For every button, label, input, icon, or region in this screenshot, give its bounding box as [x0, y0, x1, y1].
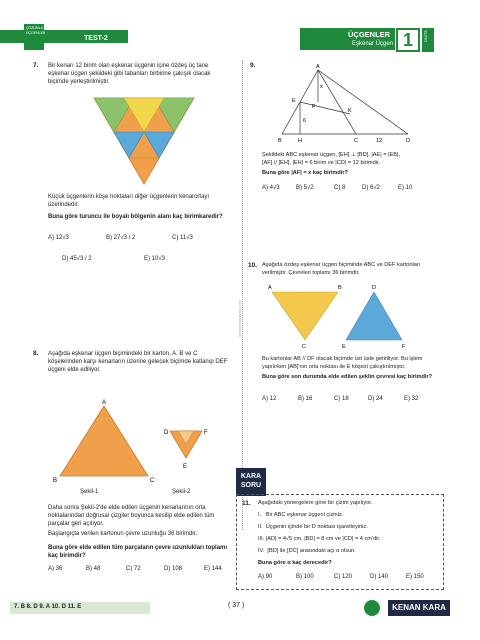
q10-p1: Bu kartonlar AB // DF olacak biçimde üst üste getiriliyor. Bu işlem yapılırken [AB]'nın orta noktası ile E köşesi çakıştırılmıştır. — [262, 356, 423, 370]
q8-question: Buna göre elde edilen tüm parçaların çevre uzunlukları toplamı kaç birimdir? — [48, 545, 228, 559]
q9-label-12: 12 — [376, 138, 383, 144]
q7-option-a[interactable]: A) 12√3 — [48, 235, 69, 241]
q11-step-2: II. Üçgenin içinde bir D noktası işaretleyiniz. — [258, 524, 368, 530]
q11-step-3: III. |AD| = 4√5 cm, |BD| = 8 cm ve |CD| = 4 cm'dir. — [258, 536, 381, 542]
q7-text: Bir kenarı 12 birim olan eşkenar üçgenin içine özdeş üç tane eşkenar üçgen şekildeki gibi tabanları birbirine çakışık olacak biçimde yerleştirilmiştir. — [48, 63, 211, 85]
q9-label-a: A — [316, 64, 320, 70]
q9-label-x: x — [320, 84, 323, 90]
q9-label-e: E — [292, 98, 296, 104]
q8-label-d: D — [164, 430, 169, 436]
q8-label-a: A — [102, 400, 107, 406]
topic-subtitle: Eşkenar Üçgen — [352, 41, 394, 47]
unit-number: 1 — [396, 28, 420, 52]
q9-option-e[interactable]: E) 10 — [398, 185, 413, 191]
q11-option-b[interactable]: B) 100 — [296, 574, 314, 580]
q10-label-e: E — [342, 344, 346, 350]
q9-label-c: C — [354, 138, 358, 144]
q8-label-b: B — [53, 478, 58, 484]
q9-label-d: D — [406, 138, 410, 144]
q8-fig1-triangle — [60, 406, 148, 476]
q8-p1: Daha sonra Şekil-2'de elde edilen üçgenin kenarlarının orta noktalarından doğrusal çizgiler boyunca kesilip elde edilen tüm parçalar geri açılıyor. — [48, 505, 215, 527]
q11-option-d[interactable]: D) 140 — [370, 574, 389, 580]
q11-option-a[interactable]: A) 90 — [258, 574, 273, 580]
q9-number: 9. — [250, 62, 256, 69]
q11-option-e[interactable]: E) 150 — [406, 574, 424, 580]
q10-option-a[interactable]: A) 12 — [262, 396, 277, 402]
q11-step-1: I. Bir ABC eşkenar üçgeni çiziniz. — [258, 512, 344, 518]
q8-label-c: C — [150, 478, 155, 484]
q8-label-e: E — [183, 464, 188, 470]
q9-label-6: 6 — [303, 118, 307, 124]
q10-option-b[interactable]: B) 16 — [298, 396, 313, 402]
q10-label-a: A — [268, 285, 272, 291]
q7-option-d[interactable]: D) 45√3 / 2 — [62, 256, 92, 262]
q9-question: Buna göre |AF| = x kaç birimdir? — [262, 170, 348, 176]
q11-number: 11. — [242, 500, 251, 507]
q10-label-d: D — [372, 285, 376, 291]
q7-note: Küçük üçgenlerin köşe noktaları diğer üçgenlerin kenarortayı üzerindedir. — [48, 194, 210, 208]
q9-segment-ek — [300, 102, 350, 114]
q7-question: Buna göre turuncu ile boyalı bölgenin alanı kaç birimkaredir? — [48, 214, 223, 220]
q7-option-c[interactable]: C) 11√3 — [172, 235, 193, 241]
q10-label-b: B — [338, 285, 342, 291]
q8-fig1-label: Şekil-1 — [80, 489, 99, 495]
q11-question: Buna göre α kaç derecedir? — [258, 560, 332, 566]
watermark: www.kenankara.com — [237, 300, 242, 337]
q8-option-b[interactable]: B) 48 — [86, 566, 101, 572]
test-label: TEST-2 — [84, 35, 108, 42]
q10-question: Buna göre son durumda elde edilen şeklin çevresi kaç birimdir? — [262, 374, 433, 380]
q10-option-e[interactable]: E) 32 — [404, 396, 419, 402]
q10-option-c[interactable]: C) 18 — [334, 396, 349, 402]
q8-figures — [52, 396, 238, 488]
q9-text-2: [AF] // [EH], |EH| = 6 birim ve |CD| = 12 birimdir. — [262, 160, 381, 166]
q7-figure — [92, 96, 196, 186]
q9-label-h: H — [298, 138, 302, 144]
brand-logo: KENAN KARA — [388, 600, 450, 616]
unit-label: ÜNİTE — [423, 30, 428, 42]
q8-label-f: F — [204, 430, 208, 436]
q9-figure — [270, 62, 420, 148]
q8-text: Aşağıda eşkenar üçgen biçimindeki bir karton, A, B ve C köşelerinden karşı kenarların üzerine gelecek biçimde katlanıp DEF üçgeni elde ediliyor. — [48, 351, 228, 373]
q10-label-c: C — [302, 344, 306, 350]
q8-option-e[interactable]: E) 144 — [204, 566, 222, 572]
page-number: ( 37 ) — [228, 602, 245, 609]
brand-icon — [364, 600, 380, 616]
q10-number: 10. — [248, 262, 258, 269]
q8-option-d[interactable]: D) 108 — [164, 566, 183, 572]
q11-option-c[interactable]: C) 120 — [334, 574, 353, 580]
q8-p2: Başlangıçta verilen kartonun çevre uzunluğu 36 birimdir. — [48, 531, 198, 537]
q9-segment-ad — [318, 70, 408, 134]
answer-key: 7. B 8. D 9. A 10. D 11. E — [14, 604, 82, 610]
topic-title: ÜÇGENLER — [348, 30, 391, 39]
q9-option-b[interactable]: B) 5√2 — [296, 185, 314, 191]
q8-fig2-label: Şekil-2 — [172, 489, 191, 495]
q8-option-a[interactable]: A) 36 — [48, 566, 63, 572]
q9-text-1: Şekildeki ABC eşkenar üçgen, [EH] ⊥ [BD], |AE| = |EB|, — [262, 152, 401, 158]
q9-option-d[interactable]: D) 6√2 — [362, 185, 380, 191]
side-tab-text: ÇÖZÜMLÜ ÜÇGENLER — [26, 26, 46, 35]
column-divider — [242, 60, 243, 530]
q9-label-b: B — [278, 138, 282, 144]
q7-number: 7. — [33, 62, 39, 69]
q8-option-c[interactable]: C) 72 — [126, 566, 141, 572]
q10-triangle-def — [346, 292, 402, 340]
q7-option-e[interactable]: E) 10√3 — [144, 256, 165, 262]
q9-label-k: K — [348, 108, 352, 114]
q11-text: Aşağıdaki yönergelere göre bir çizim yapılıyor. — [258, 500, 373, 506]
q9-label-f: F — [312, 104, 316, 110]
q9-option-c[interactable]: C) 8 — [334, 185, 346, 191]
q7-orange-bottom — [129, 158, 159, 184]
kara-soru-badge: KARA SORU — [236, 468, 266, 496]
q9-option-a[interactable]: A) 4√3 — [262, 185, 280, 191]
q8-number: 8. — [33, 350, 39, 357]
q7-option-b[interactable]: B) 27√3 / 2 — [106, 235, 136, 241]
q10-option-d[interactable]: D) 24 — [368, 396, 383, 402]
q10-triangle-abc — [272, 292, 338, 340]
q10-figure — [262, 280, 412, 350]
q11-step-4: IV. [BD] ile [DC] arasındaki açı α olsun. — [258, 548, 356, 554]
q10-label-f: F — [402, 344, 406, 350]
q10-text: Aşağıda özdeş eşkenar üçgen biçiminde ABC ve DEF kartonları verilmiştir. Çevreleri toplamı 36 birimdir. — [262, 262, 421, 276]
